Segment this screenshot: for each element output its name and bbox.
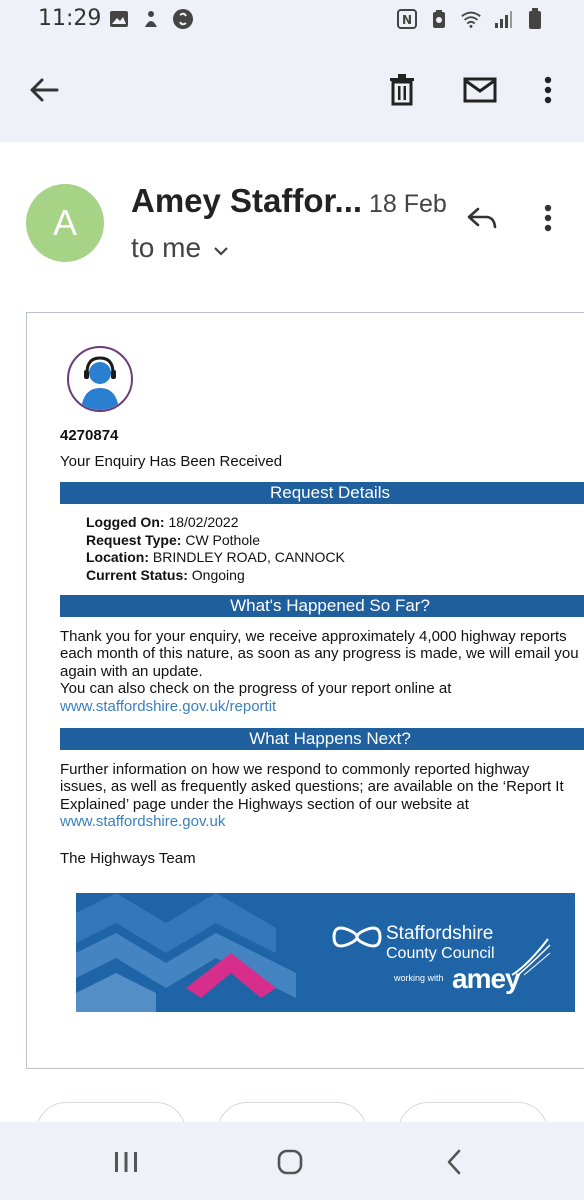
reference-number: 4270874: [60, 427, 119, 444]
home-icon[interactable]: [268, 1142, 312, 1182]
staffordshire-amey-banner: [76, 893, 575, 1012]
recipient-details-toggle[interactable]: [131, 232, 229, 264]
section-request-details: Request Details: [60, 482, 584, 504]
recent-apps-icon[interactable]: [104, 1142, 148, 1182]
back-arrow-icon[interactable]: [22, 68, 66, 112]
detail-location: [86, 549, 345, 567]
para-line: Further information on how we respond to commonly reported highway: [60, 761, 530, 778]
customer-service-logo: [67, 346, 133, 412]
detail-value: BRINDLEY ROAD, CANNOCK: [152, 549, 345, 565]
detail-value: Ongoing: [191, 566, 245, 583]
para-line: Explained’ page under the Highways section of our website at: [60, 795, 469, 813]
back-nav-icon[interactable]: [432, 1142, 476, 1182]
banner-council-line2: County Council: [386, 945, 495, 962]
detail-value: 18/02/2022: [168, 514, 239, 530]
para-line: Thank you for your enquiry, we receive approximately 4,000 highway reports: [60, 628, 567, 645]
svg-text:N: N: [401, 13, 413, 27]
detail-value: CW Pothole: [185, 531, 261, 548]
detail-current-status: [86, 567, 345, 585]
banner-graphic: [76, 893, 316, 1012]
nfc-icon: [396, 8, 418, 30]
wifi-icon: [460, 8, 482, 30]
section-so-far: What's Happened So Far?: [60, 595, 584, 617]
received-message: Your Enquiry Has Been Received: [60, 453, 283, 470]
battery-icon: [524, 8, 546, 30]
recipient-label: to me: [131, 232, 202, 263]
message-more-icon[interactable]: [532, 196, 564, 240]
detail-label: Current Status:: [86, 566, 188, 583]
detail-request-type: [86, 532, 345, 550]
banner-working-with: working with: [394, 973, 444, 983]
sender-avatar[interactable]: A: [26, 184, 104, 262]
sender-name[interactable]: Amey Staffor...: [131, 182, 363, 219]
detail-logged-on: [86, 514, 345, 532]
para-line: each month of this nature, as soon as any progress is made, we will email you: [60, 645, 579, 663]
gesture-icon: [140, 8, 162, 30]
mail-icon[interactable]: [458, 68, 502, 112]
system-nav-bar: [0, 1122, 584, 1200]
battery-saver-icon: [428, 8, 450, 30]
detail-label: Request Type:: [86, 531, 182, 548]
banner-council-line1: Staffordshire: [386, 923, 494, 944]
delete-icon[interactable]: [380, 68, 424, 112]
progress-paragraph: [60, 628, 584, 715]
more-vert-icon[interactable]: [532, 68, 564, 112]
chevron-down-icon: [213, 232, 229, 264]
reply-icon[interactable]: [460, 196, 504, 240]
request-details-list: [86, 514, 345, 584]
detail-label: Logged On:: [86, 514, 165, 530]
para-line: again with an update.: [60, 662, 203, 680]
detail-label: Location:: [86, 549, 149, 565]
status-bar: [0, 0, 584, 40]
para-line: You can also check on the progress of your report online at: [60, 680, 452, 698]
banner-amey-logo: amey: [452, 963, 520, 994]
signal-icon: [492, 8, 514, 30]
amey-swoosh-icon: [508, 935, 552, 979]
para-line: issues, as well as frequently asked questions; are available on the ‘Report It: [60, 778, 564, 796]
reportit-link[interactable]: www.staffordshire.gov.uk/reportit: [60, 697, 277, 715]
email-date: 18 Feb: [369, 190, 447, 218]
app-bar: [0, 40, 584, 140]
website-link[interactable]: www.staffordshire.gov.uk: [60, 813, 226, 831]
shazam-icon: [172, 8, 194, 30]
stafford-knot-icon: [330, 921, 384, 953]
image-icon: [108, 8, 130, 30]
signoff: The Highways Team: [60, 850, 196, 867]
status-time: 11:29: [38, 6, 102, 31]
section-next: What Happens Next?: [60, 728, 584, 750]
next-steps-paragraph: [60, 761, 584, 831]
